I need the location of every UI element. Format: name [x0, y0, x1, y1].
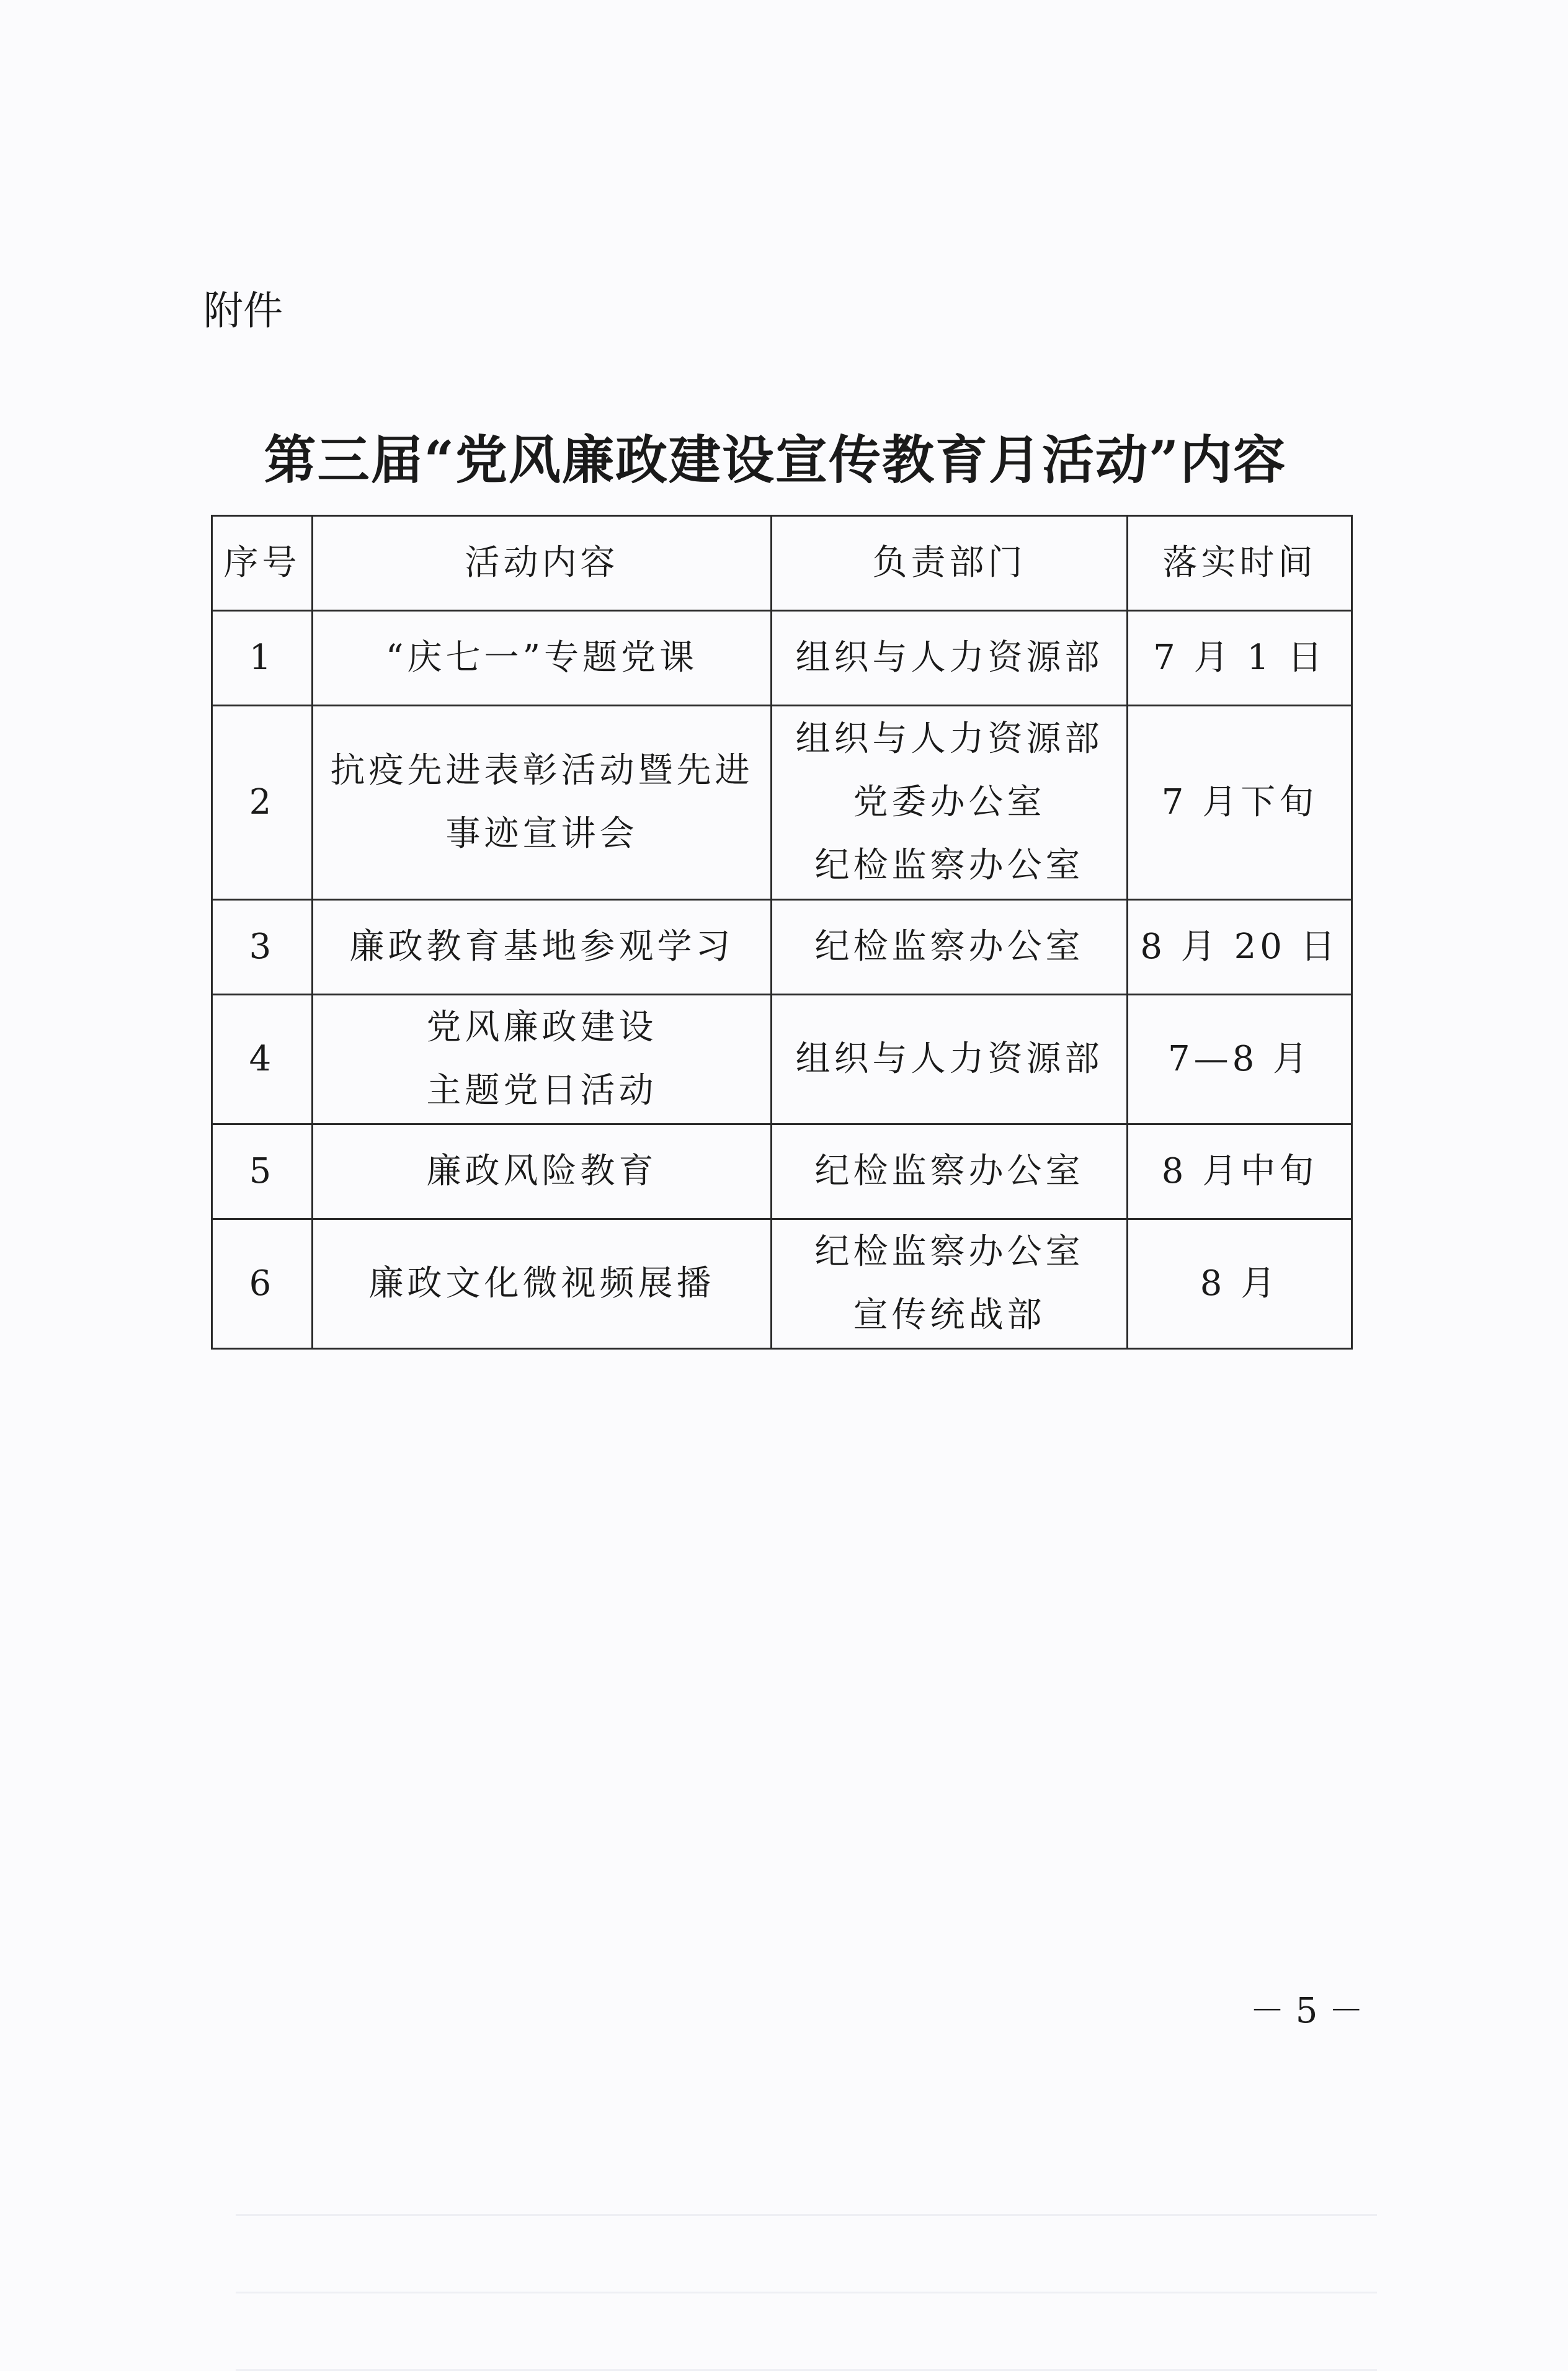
content-line: 廉政风险教育 — [426, 1151, 657, 1191]
row-time: 7 月 1 日 — [1128, 611, 1352, 706]
row-seq: 5 — [212, 1124, 313, 1219]
row-content — [313, 995, 772, 1124]
table-header-row — [212, 516, 1352, 611]
row-dept — [772, 1219, 1128, 1349]
table-row — [212, 1219, 1352, 1349]
table-row — [212, 611, 1352, 706]
page-number: － 5 － — [1250, 1991, 1364, 2031]
row-content — [313, 900, 772, 995]
bleed-through-line — [236, 2214, 1377, 2216]
dept-line: 纪检监察办公室 — [814, 845, 1084, 886]
row-dept — [772, 1124, 1128, 1219]
row-content — [313, 1124, 772, 1219]
row-seq: 4 — [212, 995, 313, 1124]
row-seq: 2 — [212, 706, 313, 900]
row-dept — [772, 706, 1128, 900]
row-content — [313, 611, 772, 706]
dept-line: 纪检监察办公室 — [814, 927, 1084, 967]
content-line: 主题党日活动 — [426, 1070, 657, 1111]
table-row — [212, 900, 1352, 995]
table-row — [212, 1124, 1352, 1219]
document-title: 第三届“党风廉政建设宣传教育月活动”内容 — [264, 429, 1287, 491]
row-dept — [772, 995, 1128, 1124]
row-content — [313, 706, 772, 900]
row-time: 8 月 — [1128, 1219, 1352, 1349]
header-time: 落实时间 — [1128, 516, 1352, 611]
header-content: 活动内容 — [313, 516, 772, 611]
row-dept — [772, 611, 1128, 706]
row-seq: 1 — [212, 611, 313, 706]
dept-line: 纪检监察办公室 — [814, 1232, 1084, 1272]
dept-line: 纪检监察办公室 — [814, 1151, 1084, 1191]
activity-table — [211, 515, 1353, 1350]
attachment-label: 附件 — [203, 288, 283, 334]
row-time: 7—8 月 — [1128, 995, 1352, 1124]
row-seq: 6 — [212, 1219, 313, 1349]
content-line: 事迹宣讲会 — [445, 814, 638, 854]
bleed-through-line — [236, 2292, 1377, 2293]
content-line: “庆七一”专题党课 — [385, 638, 698, 678]
content-line: 廉政教育基地参观学习 — [349, 927, 734, 967]
content-line: 党风廉政建设 — [426, 1007, 657, 1048]
row-time: 7 月下旬 — [1128, 706, 1352, 900]
header-dept: 负责部门 — [772, 516, 1128, 611]
dept-line: 党委办公室 — [853, 782, 1046, 822]
row-dept — [772, 900, 1128, 995]
row-time: 8 月中旬 — [1128, 1124, 1352, 1219]
header-seq: 序号 — [212, 516, 313, 611]
content-line: 廉政文化微视频展播 — [368, 1263, 715, 1304]
dept-line: 组织与人力资源部 — [795, 1039, 1103, 1079]
row-time: 8 月 20 日 — [1128, 900, 1352, 995]
content-line: 抗疫先进表彰活动暨先进 — [330, 750, 754, 791]
dept-line: 宣传统战部 — [853, 1295, 1046, 1335]
table-row — [212, 706, 1352, 900]
row-seq: 3 — [212, 900, 313, 995]
dept-line: 组织与人力资源部 — [795, 719, 1103, 759]
row-content — [313, 1219, 772, 1349]
table-row — [212, 995, 1352, 1124]
dept-line: 组织与人力资源部 — [795, 638, 1103, 678]
